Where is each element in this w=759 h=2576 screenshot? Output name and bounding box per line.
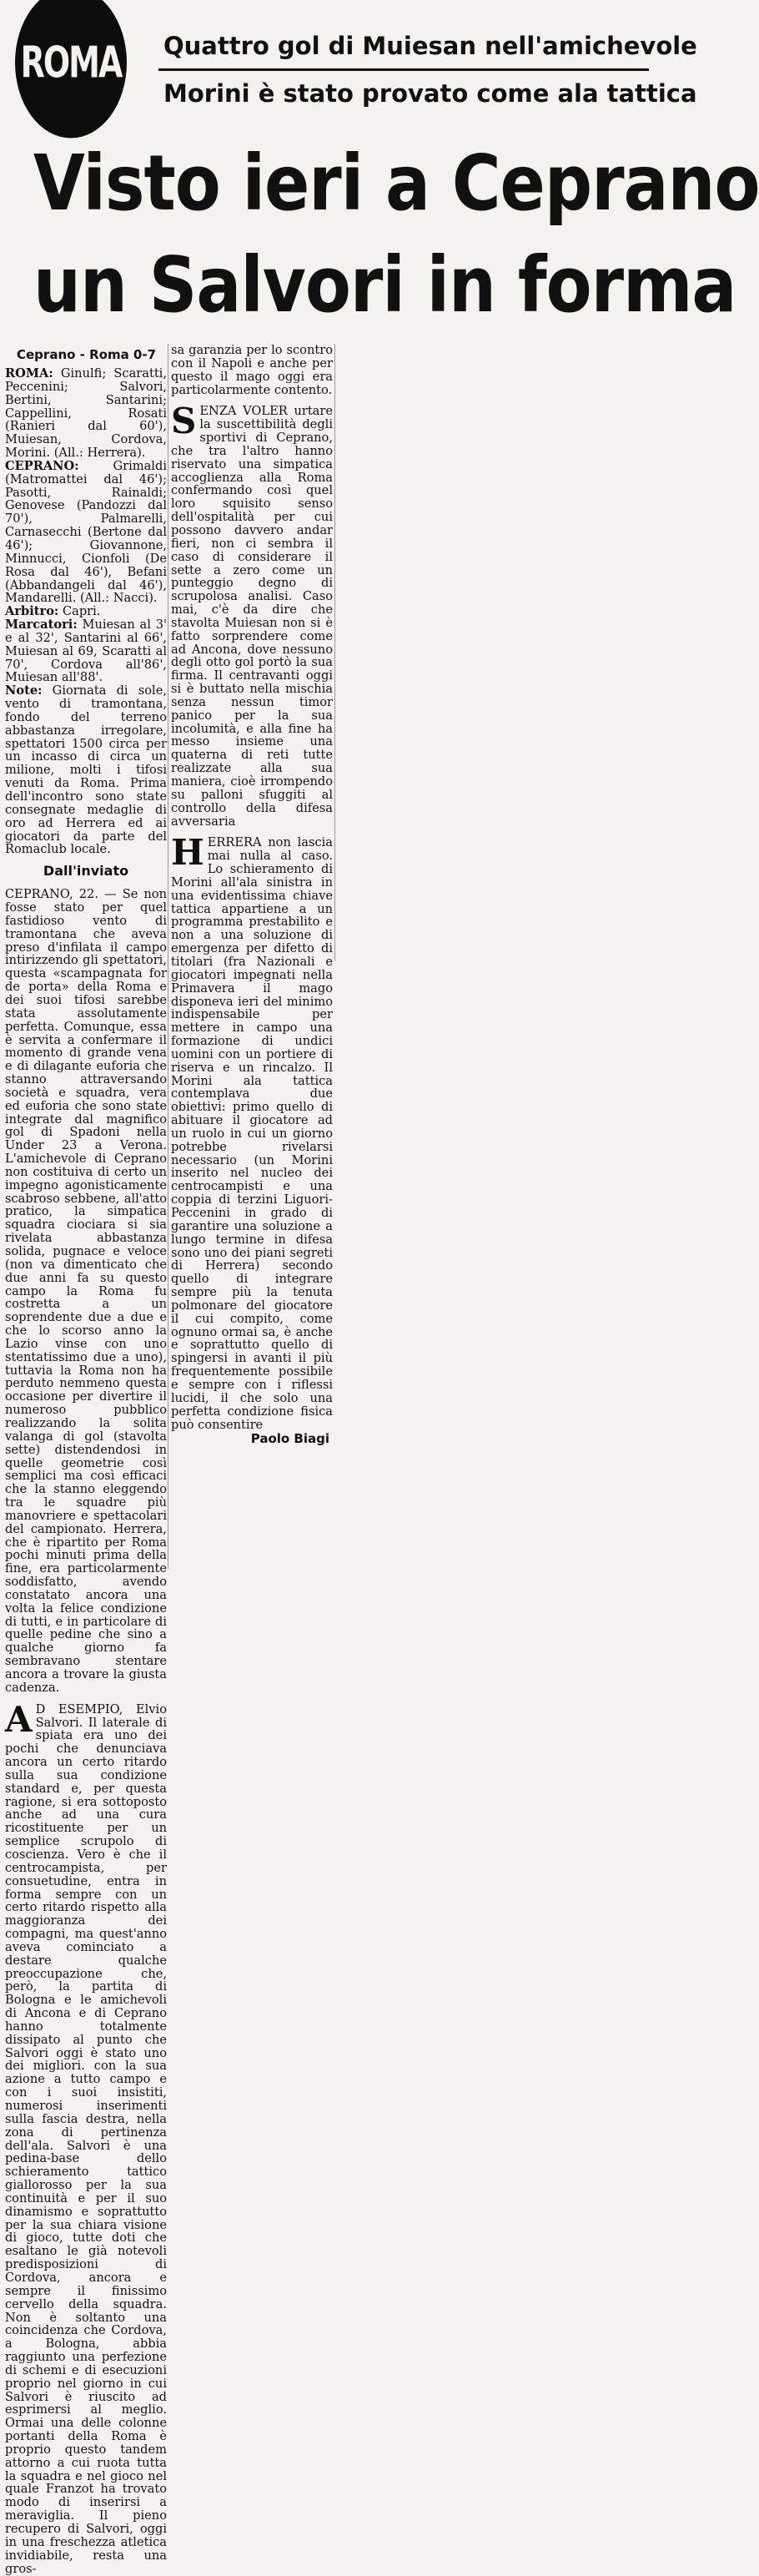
roma-badge: ROMA [15, 0, 127, 138]
subtitle-2: Morini è stato provato come ala tattica [163, 79, 697, 108]
scorers: Marcatori: Muiesan al 3' e al 32', Santarini al 66', Muiesan al 69, Scaratti al 70', Cordova all'86', Muiesan all'88'. [5, 618, 167, 685]
headline-line-1: Visto ieri a Ceprano [33, 138, 759, 228]
ceprano-lineup: CEPRANO: Grimaldi (Matromattei dal 46'); Pasotti, Rainaldi; Genovese (Pandozzi dal 70'), Palmarelli, Carnasecchi (Bertone dal 46'); Giovannone, Minnucci, Cionfoli (De Rosa dal 46'), Befani (Abbandangeli dal 46'), Mandarelli. (All.: Nacci). [5, 458, 167, 606]
referee: Arbitro: Capri. [5, 604, 101, 619]
drop-cap: A [5, 1698, 33, 1740]
article-paragraph-2-continued: sa garanzia per lo scontro con il Napoli e anche per questo il mago oggi era particolarmente contento. [171, 343, 333, 397]
column-2 [171, 344, 333, 1446]
match-score: Ceprano - Roma 0-7 [17, 347, 157, 362]
match-notes: Note: Giornata di sole, vento di tramontana, fondo del terreno abbastanza irregolare, spettatori 1500 circa per un incasso di circa un milione, molti i tifosi venuti da Roma. Prima dell'incontro sono state consegnate medaglie di oro ad Herrera ed ai giocatori da parte del Romaclub locale. [5, 683, 167, 857]
drop-cap: S [171, 401, 197, 442]
article-paragraph-4: HERRERA non lascia mai nulla al caso. Lo schieramento di Morini all'ala sinistra in una evidentissima chiave tattica appartiene a un programma prestabilito e non a una soluzione di emergenza per difetto di titolari (fra Nazionali e giocatori impegnati nella Primavera il mago disponeva ieri del minimo indispensabile per mettere in campo una formazione di undici uomini con un portiere di riserva e un rincalzo. Il Morini ala tattica contemplava due obiettivi: primo quello di abituare il giocatore ad un ruolo in cui un giorno potrebbe rivelarsi necessario (un Morini inserito nel nucleo dei centrocampisti e una coppia di terzini Liguori-Peccenini in grado di garantire una soluzione a lungo termine in difesa sono uno dei piani segreti di Herrera) secondo quello di integrare sempre più la tenuta polmonare del giocatore il cui compito, come ognuno ormai sa, è anche e soprattutto quello di spingersi in avanti il più frequentemente possibile e sempre con i riflessi lucidi, il che solo una perfetta condizione fisica può consentire [171, 832, 333, 1432]
headline-line-2: un Salvori in forma [33, 239, 736, 330]
subtitle-1: Quattro gol di Muiesan nell'amichevole [163, 32, 697, 60]
dateline-heading: Dall'inviato [43, 863, 129, 880]
header-rule [158, 68, 649, 71]
column-divider-right [334, 344, 335, 961]
headline-block [0, 0, 759, 350]
drop-cap: H [171, 832, 204, 874]
column-1 [5, 344, 167, 2575]
article-paragraph-1: CEPRANO, 22. — Se non fosse stato per quel fastidioso vento di tramontana che aveva preso d'infilata il campo intirizzendo gli spettatori, questa «scampagnata for de porta» della Roma e dei suoi tifosi sarebbe stata assolutamente perfetta. Comunque, essa è servita a confermare il momento di grande vena e di dilagante euforia che stanno attraversando società e squadra, vera ed euforia che sono state integrate dal magnifico gol di Spadoni nella Under 23 a Verona. L'amichevole di Ceprano non costituiva di certo un impegno agonisticamente scabroso sebbene, all'atto pratico, la simpatica squadra ciociara si sia rivelata abbastanza solida, pugnace e veloce (non va dimenticato che due anni fa su questo campo la Roma fu costretta a un soprendente due a due e che lo scorso anno la Lazio vinse con uno stentatissimo due a uno), tuttavia la Roma non ha perduto nemmeno questa occasione per divertire il numeroso pubblico realizzando la solita valanga di gol (stavolta sette) distendendosi in quelle geometrie così semplici ma così efficaci che la stanno eleggendo tra le squadre più manovriere e spettacolari del campionato. Herrera, che è ripartito per Roma pochi minuti prima della fine, era particolarmente soddisfatto, avendo constatato ancora una volta la felice condizione di tutti, e in particolare di quelle pedine che sino a qualche giorno fa sembravano stentare ancora a trovare la giusta cadenza. [5, 887, 167, 1695]
roma-lineup: ROMA: Ginulfi; Scaratti, Peccenini; Salvori, Bertini, Santarini; Cappellini, Rosati (Ranieri dal 60'), Muiesan, Cordova, Morini. (All.: Herrera). [5, 366, 167, 461]
author-signature: Paolo Biagi [250, 1431, 329, 1447]
article-paragraph-3: SENZA VOLER urtare la suscettibilità degli sportivi di Ceprano, che tra l'altro hanno riservato una simpatica accoglienza alla Roma confermando così quel loro squisito senso dell'ospitalità per cui possono davvero andar fieri, non ci sembra il caso di considerare il sette a zero come un punteggio degno di scrupolosa analisi. Caso mai, c'è da dire che stavolta Muiesan non si è fatto sorprendere come ad Ancona, dove nessuno degli otto gol portò la sua firma. Il centravanti oggi si è buttato nella mischia senza nessun timor panico per la sua incolumità, e alla fine ha messo insieme una quaterna di reti tutte realizzate alla sua maniera, cioè irrompendo su palloni sfuggiti al controllo della difesa avversaria [171, 401, 333, 829]
article-paragraph-2: A D ESEMPIO, Elvio Salvori. Il laterale di spiata era uno dei pochi che denunciava ancora un certo ritardo sulla sua condizione standard e, per questa ragione, si era sottoposto anche ad una cura ricostituente per un semplice scrupolo di coscienza. Vero è che il centrocampista, per consuetudine, entra in forma sempre con un certo ritardo rispetto alla maggioranza dei compagni, ma quest'anno aveva cominciato a destare qualche preoccupazione che, però, la partita di Bologna e le amichevoli di Ancona e di Ceprano hanno totalmente dissipato al punto che Salvori oggi è stato uno dei migliori. con la sua azione a tutto campo e con i suoi insistiti, numerosi inserimenti sulla fascia destra, nella zona di pertinenza dell'ala. Salvori è una pedina-base dello schieramento tattico giallorosso per la sua continuità e per il suo dinamismo e soprattutto per la sua chiara visione di gioco, tutte doti che esaltano le già notevoli predisposizioni di Cordova, ancora e sempre il finissimo cervello della squadra. Non è soltanto una coincidenza che Cordova, a Bologna, abbia raggiunto una perfezione di schemi e di esecuzioni proprio nel giorno in cui Salvori è riuscito ad esprimersi al meglio. Ormai una delle colonne portanti della Roma è proprio questo tandem attorno a cui ruota tutta la squadra e nel gioco nel quale Franzot ha trovato modo di inserirsi a meraviglia. Il pieno recupero di Salvori, oggi in una freschezza atletica invidiabile, resta una gros- [5, 1698, 167, 2576]
